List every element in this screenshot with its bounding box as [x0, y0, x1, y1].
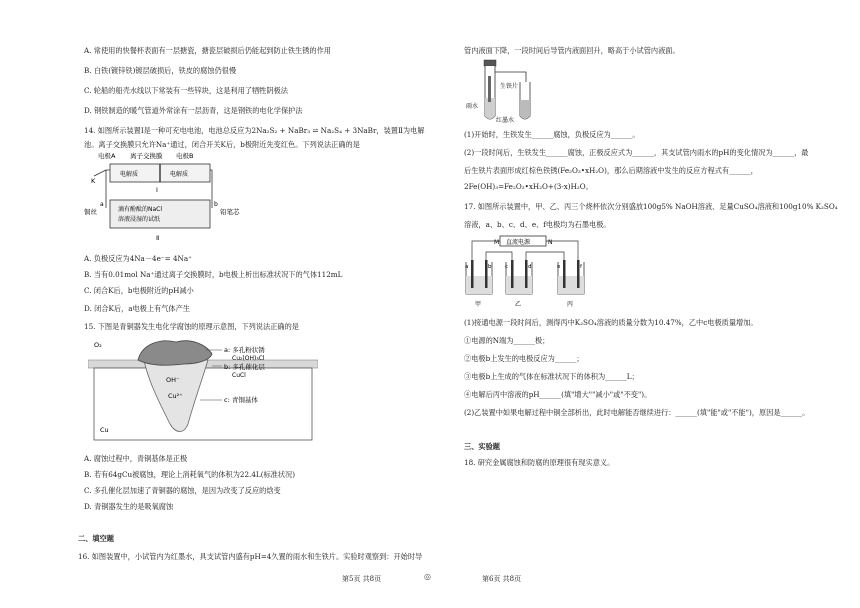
- left-column: [78, 0, 438, 580]
- q15-figure: [88, 338, 318, 442]
- label-c: c: 青铜基体: [224, 396, 258, 404]
- q17-figure: [464, 232, 594, 312]
- q14-option-a: A. 负极反应为4Na－4e⁻= 4Na⁺: [84, 254, 192, 263]
- electrolyte-right: 电解质: [170, 171, 189, 178]
- label-a-line-1: a: 多孔粉状锈: [224, 346, 265, 354]
- membrane-label: 离子交换膜: [130, 152, 163, 160]
- cu2-label: Cu²⁺: [168, 392, 183, 400]
- q17-sub-1: ①电源的N端为______极；: [464, 336, 550, 345]
- section-fill-in-title: 二、填空题: [78, 534, 114, 543]
- beaker-bing-label: 丙: [567, 301, 574, 308]
- n-terminal: N: [548, 239, 553, 246]
- q13-option-d: D. 钢铁制造的暖气管道外常涂有一层沥青，这是钢铁的电化学保护法: [84, 106, 303, 115]
- q15-stem: 15. 下图是青铜器发生电化学腐蚀的原理示意图，下列说法正确的是: [84, 322, 299, 331]
- q13-option-b: B. 白铁(镀锌铁)镀层破损后，铁皮的腐蚀仍很慢: [84, 66, 237, 75]
- right-column: [464, 0, 838, 580]
- q14-figure: [84, 150, 274, 244]
- q16-part-2-line-2: 后生铁片表面形成红棕色铁锈(Fe₂O₃•xH₂O)，那么后期溶液中发生的反应方程式有______，: [464, 166, 758, 175]
- electrode-b: b: [488, 264, 492, 270]
- power-label: 直流电源: [506, 239, 531, 246]
- q18-stem: 18. 研究金属腐蚀和防腐的原理很有现实意义。: [464, 458, 615, 467]
- cu-label: Cu: [100, 426, 109, 434]
- q17-stem-line-2: 溶液，a、b、c、d、e、f电极均为石墨电极。: [464, 220, 611, 229]
- footer-center-mark: ◎: [424, 572, 431, 581]
- footer-page-right: 第6页 共8页: [482, 575, 522, 583]
- iron-sheet: [488, 76, 491, 102]
- electrode-e: e: [557, 264, 561, 270]
- electrode-c: c: [505, 264, 509, 270]
- q17-sub-4: ④电解后丙中溶液的pH______(填"增大""减小"或"不变")。: [464, 390, 652, 399]
- q17-sub-2: ②电极b上发生的电极反应为______；: [464, 354, 584, 363]
- electrolyte-left: 电解质: [120, 171, 139, 178]
- q13-option-a: A. 常使用的快餐杯表面有一层搪瓷，搪瓷层破损后仍能起到防止铁生锈的作用: [84, 46, 331, 55]
- bronze-base: [94, 368, 312, 440]
- section-experiment-title: 三、实验题: [464, 442, 500, 451]
- q14-option-c: C. 闭合K后，b电极附近的pH减小: [84, 286, 194, 295]
- electrode-a-letter: a: [100, 201, 104, 208]
- electrode-a: a: [465, 264, 469, 270]
- beaker-jia-label: 甲: [475, 301, 482, 308]
- q15-option-b: B. 若有64gCu被腐蚀，理论上消耗氧气的体积为22.4L(标准状况): [84, 470, 296, 479]
- label-b-line-2: CuCl: [232, 372, 246, 379]
- electrode-d: d: [528, 264, 532, 270]
- q17-part-1: (1)接通电源一段时间后，测得丙中K₂SO₄溶液的质量分数为10.47%，乙中c电极质量增加。: [464, 318, 758, 327]
- pencil-core-label: 铅笔芯: [220, 208, 240, 216]
- copper-wire-label: 铜丝: [84, 208, 97, 216]
- red-ink-label: 红墨水: [496, 117, 515, 124]
- q13-option-c: C. 轮船的船壳水线以下常装有一些锌块，这是利用了牺牲阴极法: [84, 86, 288, 95]
- label-b-line-1: b: 多孔催化层: [224, 363, 265, 371]
- label-a-line-2: Cu₂(OH)₃Cl: [232, 355, 265, 362]
- paper-label-2: 溶液浸湿的试纸: [118, 216, 161, 223]
- iron-label: 生铁片: [500, 83, 519, 90]
- q15-option-d: D. 青铜器发生的是吸氧腐蚀: [84, 502, 174, 511]
- q15-option-a: A. 腐蚀过程中，青铜基体是正极: [84, 454, 188, 463]
- electrode-f: f: [580, 264, 582, 270]
- oh-label: OH⁻: [166, 376, 180, 384]
- q16-part-2-line-3: 2Fe(OH)₃=Fe₂O₃•xH₂O+(3-x)H₂O。: [464, 182, 593, 191]
- beaker-yi-label: 乙: [515, 301, 522, 308]
- q16-stem: 16. 如图装置中，小试管内为红墨水，具支试管内盛有pH=4久置的雨水和生铁片。实验时观察到：开始时导: [78, 552, 423, 561]
- rain-label: 雨水: [466, 103, 479, 110]
- q16-part-1: (1)开始时，生铁发生______腐蚀，负极反应为______。: [464, 130, 640, 139]
- q14-stem-line-2: 池。离子交换膜只允许Na⁺通过，闭合开关K后，b极附近先变红色。下列说法正确的是: [84, 140, 360, 149]
- q14-option-b: B. 当有0.01mol Na⁺通过离子交换膜时，b电极上析出标准状况下的气体112mL: [84, 270, 343, 279]
- paper-label-1: 滴有酚酞的NaCl: [118, 206, 163, 213]
- device-i-label: Ⅰ: [156, 186, 158, 194]
- m-terminal: M: [494, 239, 500, 246]
- electrode-b-label: 电极B: [176, 152, 194, 160]
- electrode-b-letter: b: [214, 201, 218, 208]
- q17-part-2: (2)乙装置中如果电解过程中铜全部析出，此时电解能否继续进行：______(填"能"或"不能")，原因是______。: [464, 408, 810, 417]
- q15-option-c: C. 多孔催化层加速了青铜器的腐蚀，是因为改变了反应的焓变: [84, 486, 281, 495]
- device-ii-label: Ⅱ: [156, 234, 160, 242]
- q16-stem-continued: 管内液面下降，一段时间后导管内液面回升，略高于小试管内液面。: [464, 46, 680, 55]
- o2-label: O₂: [94, 341, 102, 349]
- footer-page-left: 第5页 共8页: [342, 575, 382, 583]
- electrode-a-label: 电极A: [98, 152, 116, 160]
- q16-figure: [466, 58, 546, 124]
- test-paper: [110, 200, 210, 228]
- switch-k-label: K: [91, 177, 96, 185]
- q16-part-2-line-1: (2)一段时间后，生铁发生______腐蚀，正极反应式为______，其支试管内雨水的pH的变化情况为______，最: [464, 148, 809, 157]
- q17-sub-3: ③电极b上生成的气体在标准状况下的体积为______L；: [464, 372, 639, 381]
- q14-stem-line-1: 14. 如图所示装置Ⅰ是一种可充电电池，电池总反应为2Na₂S₂ + NaBr₃ ⇌ Na₂S₄ + 3NaBr，装置Ⅱ为电解: [84, 126, 425, 135]
- q14-option-d: D. 闭合K后，a电极上有气体产生: [84, 304, 190, 313]
- q17-stem-line-1: 17. 如图所示装置中，甲、乙、丙三个烧杯依次分别盛放100g5% NaOH溶液、足量CuSO₄溶液和100g10% K₂SO₄: [464, 202, 838, 211]
